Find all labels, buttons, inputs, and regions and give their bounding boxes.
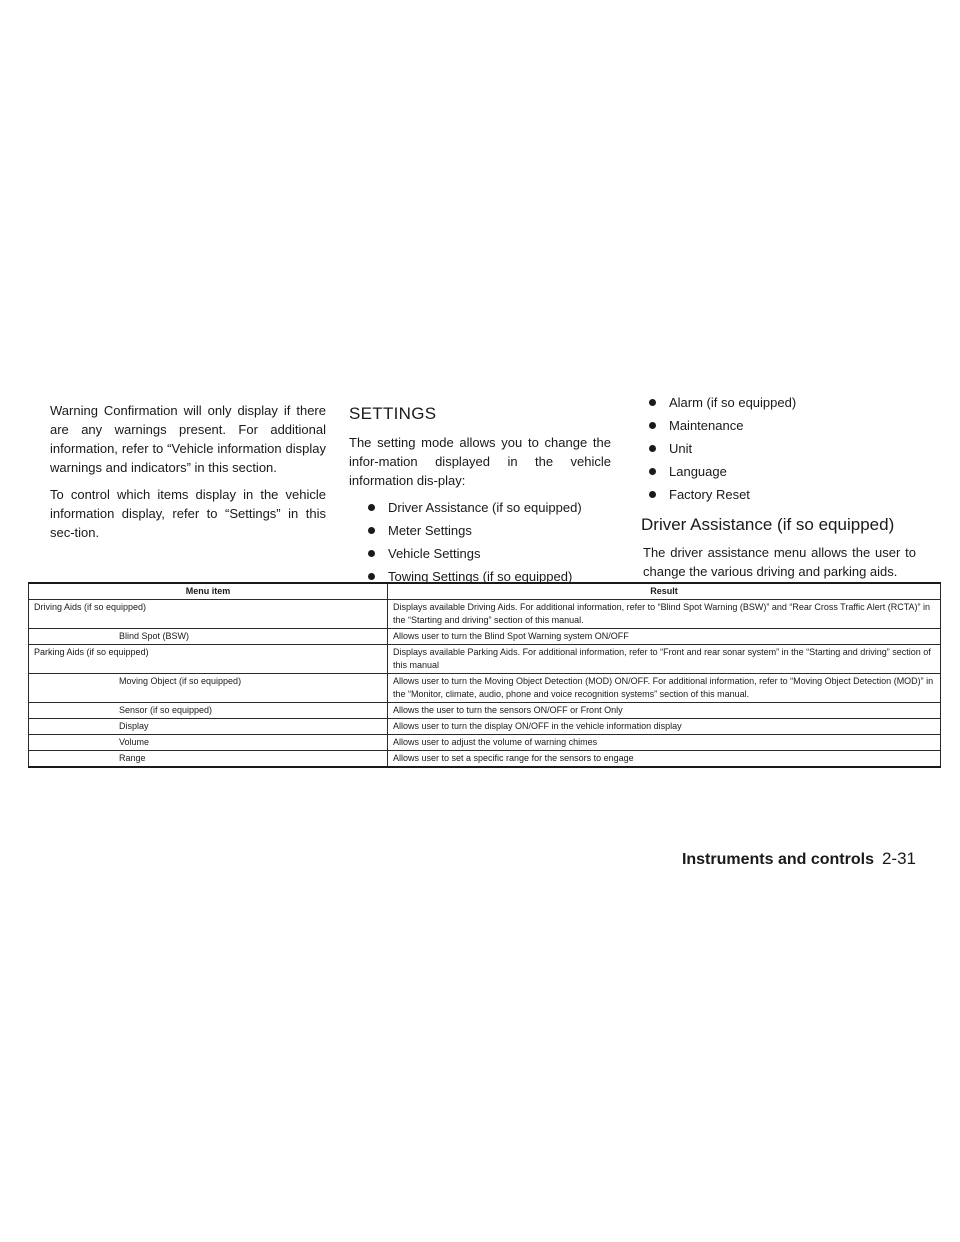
- warning-confirmation-paragraph: Warning Confirmation will only display if there are any warnings present. For additional information, refer to “Vehicle information display warnings and indicators” in this section.: [50, 403, 326, 475]
- table-cell-result: Allows user to adjust the volume of warning chimes: [388, 735, 941, 751]
- table-cell-item: Range: [29, 751, 388, 768]
- table-cell-item: Moving Object (if so equipped): [29, 674, 388, 703]
- table-cell-result: Displays available Driving Aids. For additional information, refer to “Blind Spot Warning (BSW)” and “Rear Cross Traffic Alert (RCTA)” in the “Starting and driving” section of this manual.: [388, 600, 941, 629]
- header-result: Result: [388, 583, 941, 600]
- table-cell-item: Display: [29, 719, 388, 735]
- table-cell-result: Allows the user to turn the sensors ON/OFF or Front Only: [388, 703, 941, 719]
- table-row: [29, 735, 941, 751]
- table-cell-result: Allows user to turn the display ON/OFF in the vehicle information display: [388, 719, 941, 735]
- settings-heading: SETTINGS: [349, 404, 437, 423]
- list-item: Language: [649, 462, 916, 481]
- list-item: Driver Assistance (if so equipped): [368, 498, 611, 517]
- driver-assistance-heading: Driver Assistance (if so equipped): [641, 515, 895, 534]
- table-cell-result: Allows user to turn the Moving Object Detection (MOD) ON/OFF. For additional information, refer to “Moving Object Detection (MOD)” in the “Monitor, climate, audio, phone and voice recognition systems” section of this manual.: [388, 674, 941, 703]
- table-cell-item: Sensor (if so equipped): [29, 703, 388, 719]
- table-cell-item: Driving Aids (if so equipped): [29, 600, 388, 629]
- list-item: Unit: [649, 439, 916, 458]
- table-cell-item: Blind Spot (BSW): [29, 629, 388, 645]
- middle-column: [349, 401, 611, 590]
- table-row: [29, 645, 941, 674]
- table-cell-result: Allows user to set a specific range for the sensors to engage: [388, 751, 941, 768]
- right-column: [641, 395, 916, 589]
- table-cell-result: Displays available Parking Aids. For additional information, refer to “Front and rear sonar system” in the “Starting and driving” section of this manual: [388, 645, 941, 674]
- table-header-row: [29, 583, 941, 600]
- bullet-icon: [649, 399, 656, 406]
- table-cell-item: Parking Aids (if so equipped): [29, 645, 388, 674]
- list-item: Meter Settings: [368, 521, 611, 540]
- footer-section-title: Instruments and controls: [681, 851, 874, 868]
- list-item: Alarm (if so equipped): [649, 393, 916, 412]
- bullet-icon: [368, 550, 375, 557]
- page-footer: [682, 848, 916, 871]
- bullet-icon: [649, 491, 656, 498]
- table-row: [29, 719, 941, 735]
- settings-intro: The setting mode allows you to change the infor-mation displayed in the vehicle information dis-play:: [349, 435, 611, 488]
- bullet-icon: [649, 445, 656, 452]
- table-row: [29, 600, 941, 629]
- left-column: [50, 401, 326, 550]
- bullet-icon: [649, 468, 656, 475]
- bullet-icon: [649, 422, 656, 429]
- table-cell-item: Volume: [29, 735, 388, 751]
- bullet-icon: [368, 504, 375, 511]
- settings-list-part1: [349, 498, 611, 586]
- table-row: [29, 751, 941, 768]
- table-row: [29, 703, 941, 719]
- menu-item-table: [28, 582, 941, 768]
- bullet-icon: [368, 573, 375, 580]
- list-item: Towing Settings (if so equipped): [368, 567, 611, 586]
- table-row: [29, 674, 941, 703]
- driver-assistance-text: The driver assistance menu allows the user to change the various driving and parking aids.: [643, 545, 916, 579]
- settings-reference-paragraph: To control which items display in the vehicle information display, refer to “Settings” in this sec-tion.: [50, 487, 326, 540]
- table-row: [29, 629, 941, 645]
- list-item: Vehicle Settings: [368, 544, 611, 563]
- settings-list-part2: [643, 393, 916, 504]
- header-menu-item: Menu item: [29, 583, 388, 600]
- list-item: Factory Reset: [649, 485, 916, 504]
- table-cell-result: Allows user to turn the Blind Spot Warning system ON/OFF: [388, 629, 941, 645]
- bullet-icon: [368, 527, 375, 534]
- list-item: Maintenance: [649, 416, 916, 435]
- page-number: 2-31: [881, 849, 916, 868]
